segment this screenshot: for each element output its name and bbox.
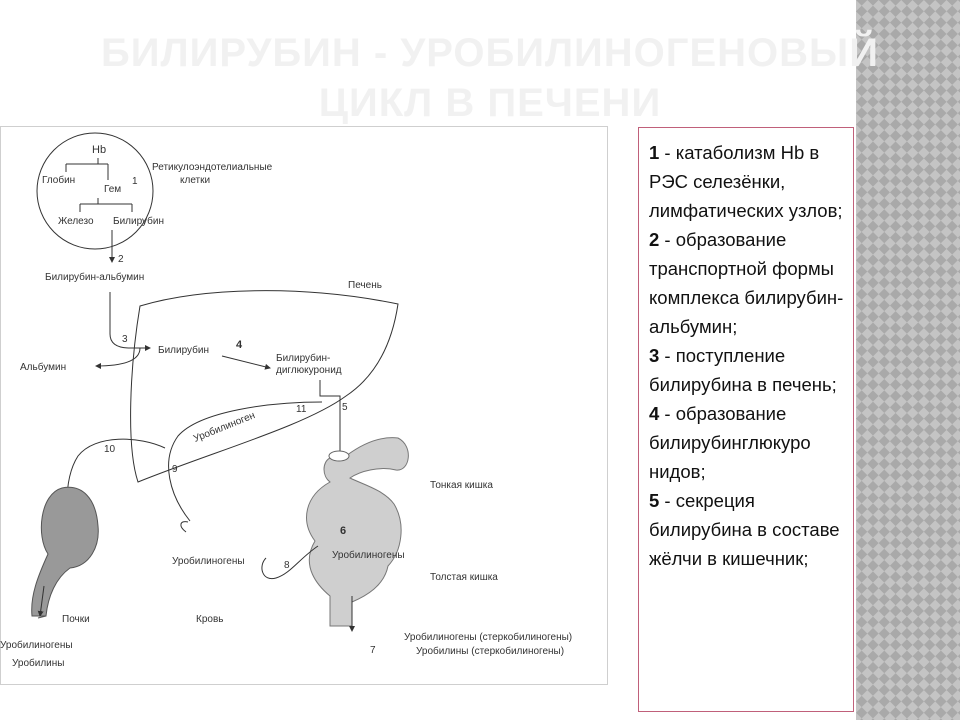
diagram-svg xyxy=(0,126,610,686)
legend-item-number: 2 xyxy=(649,229,660,250)
legend-item-number: 4 xyxy=(649,403,660,424)
label-urine-1: Уробилиногены xyxy=(0,640,73,651)
label-bilirubin-res: Билирубин xyxy=(113,216,164,227)
slide-title xyxy=(0,28,960,128)
label-urobilinogen-liver: Уробилиноген xyxy=(192,410,257,445)
number-7: 7 xyxy=(370,645,376,656)
number-10: 10 xyxy=(104,444,116,455)
legend-panel xyxy=(638,127,854,712)
label-gem: Гем xyxy=(104,184,122,195)
label-feces-1: Уробилиногены (стеркобилиногены) xyxy=(404,632,573,643)
legend-item-text: - катаболизм Hb в РЭС селезёнки, лимфатических узлов; xyxy=(649,142,843,221)
slide-title-line-2: ЦИКЛ В ПЕЧЕНИ xyxy=(318,81,662,125)
label-hb: Hb xyxy=(92,144,107,156)
legend-item-text: - образование билирубинглюкуро нидов; xyxy=(649,403,811,482)
label-bdg-2: диглюкуронид xyxy=(276,365,342,376)
number-5: 5 xyxy=(342,402,348,413)
label-kidneys: Почки xyxy=(62,614,90,625)
legend-item-number: 3 xyxy=(649,345,660,366)
slide-title-line-1: БИЛИРУБИН - УРОБИЛИНОГЕНОВЫЙ xyxy=(101,31,879,75)
label-feces-2: Уробилины (стеркобилиногены) xyxy=(416,646,565,657)
label-globin: Глобин xyxy=(42,175,76,186)
label-urine-2: Уробилины xyxy=(12,658,65,669)
number-4: 4 xyxy=(236,339,243,351)
legend-list xyxy=(639,128,853,573)
label-urobilinogens-blood: Уробилиногены xyxy=(172,556,245,567)
legend-item xyxy=(649,225,845,341)
label-urobilinogens-gut: Уробилиногены xyxy=(332,550,405,561)
number-3: 3 xyxy=(122,334,128,345)
label-res-cells-1: Ретикулоэндотелиальные xyxy=(152,162,273,173)
legend-item xyxy=(649,399,845,486)
label-liver: Печень xyxy=(348,280,382,291)
legend-item xyxy=(649,486,845,573)
legend-item-text: - поступление билирубина в печень; xyxy=(649,345,837,395)
label-bilirubin-liver: Билирубин xyxy=(158,345,209,356)
label-small-intestine: Тонкая кишка xyxy=(430,480,493,491)
duodenum-opening xyxy=(329,451,349,461)
label-res-cells-2: клетки xyxy=(180,175,211,186)
legend-item-text: - секреция билирубина в составе жёлчи в кишечник; xyxy=(649,490,840,569)
label-large-intestine: Толстая кишка xyxy=(430,572,498,583)
label-albumin: Альбумин xyxy=(20,362,67,373)
number-1: 1 xyxy=(132,176,138,187)
legend-item-text: - образование транспортной формы комплекса билирубин-альбумин; xyxy=(649,229,844,337)
label-bdg-1: Билирубин- xyxy=(276,353,331,364)
label-blood: Кровь xyxy=(196,614,224,625)
label-bilirubin-albumin: Билирубин-альбумин xyxy=(45,272,145,283)
number-8: 8 xyxy=(284,560,290,571)
label-iron: Железо xyxy=(58,216,94,227)
legend-item-number: 5 xyxy=(649,490,660,511)
legend-item-number: 1 xyxy=(649,142,660,163)
number-9: 9 xyxy=(172,464,178,475)
legend-item xyxy=(649,138,845,225)
number-11: 11 xyxy=(296,404,307,415)
number-6: 6 xyxy=(340,525,347,537)
legend-item xyxy=(649,341,845,399)
number-2: 2 xyxy=(118,254,124,265)
bilirubin-cycle-diagram xyxy=(0,126,610,686)
